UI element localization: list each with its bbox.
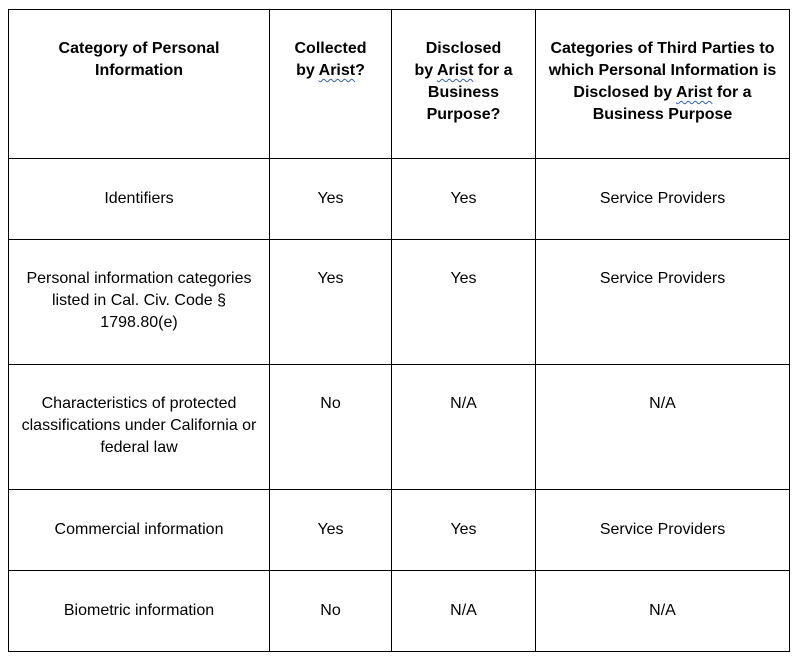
cell-third-parties: Service Providers [536, 159, 790, 240]
cell-collected: Yes [270, 159, 392, 240]
cell-collected: Yes [270, 240, 392, 365]
header-third-parties [536, 10, 790, 159]
cell-category: Identifiers [9, 159, 270, 240]
header-third-post: for a Business Purpose [592, 84, 752, 123]
header-category-text: Category of Personal Information [58, 40, 220, 79]
header-collected-pre: Collected [294, 40, 367, 57]
table-row [9, 571, 790, 652]
table-row [9, 240, 790, 365]
header-disclosed-pre: Disclosed [425, 40, 502, 57]
cell-disclosed: N/A [392, 571, 536, 652]
cell-third-parties: Service Providers [536, 490, 790, 571]
header-disclosed [392, 10, 536, 159]
cell-disclosed: Yes [392, 159, 536, 240]
cell-third-parties: Service Providers [536, 240, 790, 365]
header-collected-brand: Arist [318, 62, 356, 79]
header-collected-by: by [296, 62, 315, 79]
cell-category: Characteristics of protected classifications under California or federal law [9, 365, 270, 490]
cell-category: Biometric information [9, 571, 270, 652]
table-row [9, 159, 790, 240]
header-collected-post: ? [355, 62, 365, 79]
header-collected [270, 10, 392, 159]
header-disclosed-by: by [414, 62, 434, 79]
table-row [9, 490, 790, 571]
cell-disclosed: N/A [392, 365, 536, 490]
cell-disclosed: Yes [392, 240, 536, 365]
cell-collected: Yes [270, 490, 392, 571]
cell-disclosed: Yes [392, 490, 536, 571]
cell-category: Commercial information [9, 490, 270, 571]
personal-information-table [8, 9, 790, 652]
cell-category: Personal information categories listed in Cal. Civ. Code § 1798.80(e) [9, 240, 270, 365]
table-row [9, 365, 790, 490]
header-third-pre: Categories of Third Parties to which Personal Information is Disclosed by [548, 40, 777, 101]
table-header-row [9, 10, 790, 159]
header-third-brand: Arist [675, 84, 713, 101]
header-disclosed-post: for a Business Purpose? [426, 62, 513, 123]
header-category [9, 10, 270, 159]
cell-collected: No [270, 571, 392, 652]
cell-third-parties: N/A [536, 365, 790, 490]
header-disclosed-brand: Arist [436, 62, 474, 79]
cell-collected: No [270, 365, 392, 490]
cell-third-parties: N/A [536, 571, 790, 652]
